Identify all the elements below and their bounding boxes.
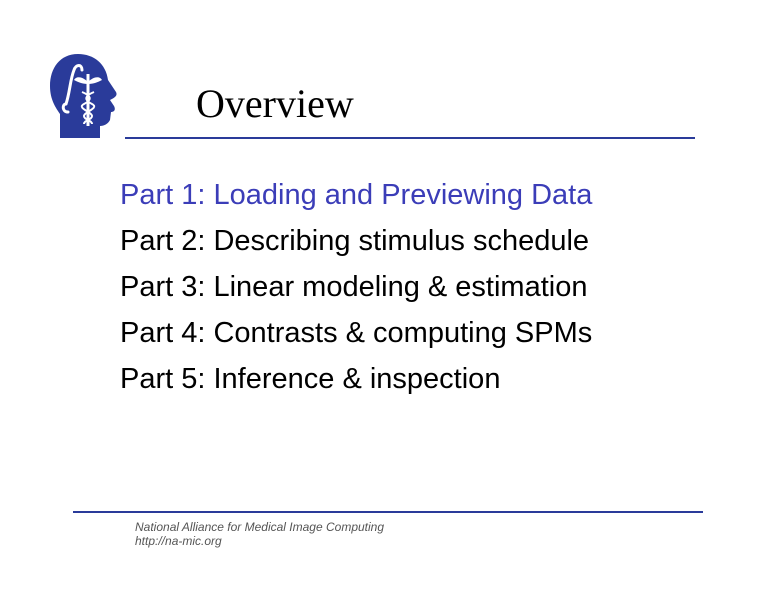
agenda-item-part-2: Part 2: Describing stimulus schedule	[120, 225, 590, 257]
footer-divider	[73, 511, 703, 513]
footer-organization: National Alliance for Medical Image Computing	[135, 520, 385, 534]
footer-url: http://na-mic.org	[135, 534, 222, 548]
agenda-item-part-5: Part 5: Inference & inspection	[120, 363, 501, 395]
agenda-list	[120, 172, 592, 402]
na-mic-head-caduceus-icon	[48, 52, 120, 140]
footer	[135, 520, 384, 548]
agenda-item-part-3: Part 3: Linear modeling & estimation	[120, 271, 588, 303]
agenda-item-part-4: Part 4: Contrasts & computing SPMs	[120, 317, 593, 349]
title-divider	[125, 137, 695, 139]
agenda-item-part-1: Part 1: Loading and Previewing Data	[120, 179, 593, 211]
slide-title: Overview	[196, 81, 354, 126]
